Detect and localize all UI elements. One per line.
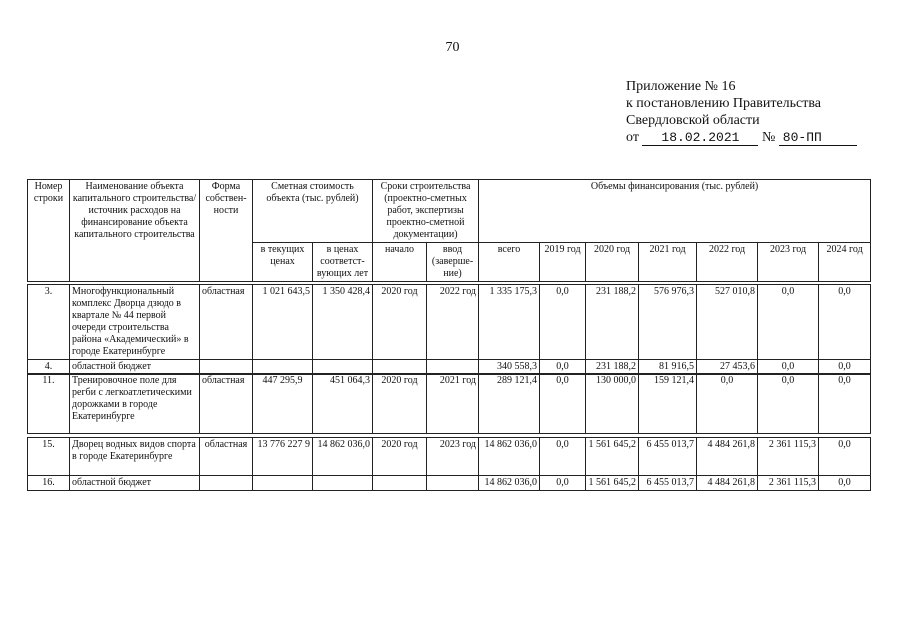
header-terms-start: начало bbox=[373, 243, 427, 282]
cell-2024: 0,0 bbox=[819, 285, 871, 360]
number-label: № bbox=[761, 130, 776, 145]
header-terms-end: ввод (заверше-ние) bbox=[427, 243, 479, 282]
header-2021: 2021 год bbox=[639, 243, 697, 282]
cell-name: областной бюджет bbox=[70, 360, 200, 375]
cell-2024: 0,0 bbox=[819, 360, 871, 375]
header-2019: 2019 год bbox=[540, 243, 586, 282]
cell-total: 340 558,3 bbox=[479, 360, 540, 375]
cell-2022: 4 484 261,8 bbox=[697, 476, 758, 491]
appendix-resolution: к постановлению Правительства bbox=[626, 96, 822, 111]
cell-name: Тренировочное поле для регби с легкоатлетическими дорожками в городе Екатеринбурге bbox=[70, 374, 200, 434]
cell-start: 2020 год bbox=[373, 438, 427, 476]
header-2020: 2020 год bbox=[586, 243, 639, 282]
cell-name: Многофункциональный комплекс Дворца дзюдо в квартале № 44 первой очереди строительства района «Академический» в городе Екатеринбурге bbox=[70, 285, 200, 360]
table-block-aquatics bbox=[27, 437, 871, 491]
header-cost-current: в текущих ценах bbox=[253, 243, 313, 282]
appendix-region: Свердловской области bbox=[626, 113, 760, 128]
cell-cost-current: 13 776 227 9 bbox=[253, 438, 313, 476]
cell-2021: 6 455 013,7 bbox=[639, 438, 697, 476]
cell-end: 2021 год bbox=[427, 374, 479, 434]
cell-cost-current: 447 295,9 bbox=[253, 374, 313, 434]
header-2024: 2024 год bbox=[819, 243, 871, 282]
cell-2020: 1 561 645,2 bbox=[586, 476, 639, 491]
cell-2024: 0,0 bbox=[819, 438, 871, 476]
cell-total: 14 862 036,0 bbox=[479, 476, 540, 491]
cell-2024: 0,0 bbox=[819, 374, 871, 434]
cell-2019: 0,0 bbox=[540, 438, 586, 476]
header-name: Наименование объекта капитального строительства/источник расходов на финансирование объекта капитального строительства bbox=[70, 180, 200, 282]
cell-cost-years: 14 862 036,0 bbox=[313, 438, 373, 476]
header-2022: 2022 год bbox=[697, 243, 758, 282]
table-header bbox=[27, 179, 871, 282]
cell-total: 14 862 036,0 bbox=[479, 438, 540, 476]
resolution-number: 80-ПП bbox=[779, 131, 857, 146]
cell-2020: 1 561 645,2 bbox=[586, 438, 639, 476]
cell-2019: 0,0 bbox=[540, 374, 586, 434]
cell-ownership: областная bbox=[200, 438, 253, 476]
cell-name: Дворец водных видов спорта в городе Екатеринбурге bbox=[70, 438, 200, 476]
cell-start: 2020 год bbox=[373, 374, 427, 434]
resolution-date: 18.02.2021 bbox=[642, 131, 758, 146]
header-funding-total: всего bbox=[479, 243, 540, 282]
cell-no: 11. bbox=[28, 374, 70, 434]
cell-start bbox=[373, 476, 427, 491]
cell-no: 16. bbox=[28, 476, 70, 491]
cell-ownership: областная bbox=[200, 285, 253, 360]
cell-name: областной бюджет bbox=[70, 476, 200, 491]
cell-ownership bbox=[200, 476, 253, 491]
header-ownership: Форма собствен-ности bbox=[200, 180, 253, 282]
cell-2023: 2 361 115,3 bbox=[758, 438, 819, 476]
table-block-rugby bbox=[27, 373, 871, 434]
page-number: 70 bbox=[445, 40, 460, 55]
cell-cost-current bbox=[253, 476, 313, 491]
cell-2021: 159 121,4 bbox=[639, 374, 697, 434]
table-row bbox=[28, 476, 871, 491]
cell-cost-current: 1 021 643,5 bbox=[253, 285, 313, 360]
appendix-title: Приложение № 16 bbox=[626, 79, 736, 94]
cell-2022: 4 484 261,8 bbox=[697, 438, 758, 476]
cell-2022: 27 453,6 bbox=[697, 360, 758, 375]
cell-2022: 527 010,8 bbox=[697, 285, 758, 360]
cell-2019: 0,0 bbox=[540, 360, 586, 375]
cell-ownership: областная bbox=[200, 374, 253, 434]
cell-2022: 0,0 bbox=[697, 374, 758, 434]
cell-cost-years bbox=[313, 476, 373, 491]
cell-end: 2022 год bbox=[427, 285, 479, 360]
cell-2024: 0,0 bbox=[819, 476, 871, 491]
cell-2019: 0,0 bbox=[540, 285, 586, 360]
cell-2023: 0,0 bbox=[758, 374, 819, 434]
cell-cost-years: 1 350 428,4 bbox=[313, 285, 373, 360]
cell-2021: 576 976,3 bbox=[639, 285, 697, 360]
header-funding: Объемы финансирования (тыс. рублей) bbox=[479, 180, 871, 243]
from-label: от bbox=[626, 130, 639, 145]
cell-no: 3. bbox=[28, 285, 70, 360]
header-cost: Сметная стоимость объекта (тыс. рублей) bbox=[253, 180, 373, 243]
cell-cost-years: 451 064,3 bbox=[313, 374, 373, 434]
cell-2023: 0,0 bbox=[758, 360, 819, 375]
appendix-block bbox=[626, 78, 857, 146]
cell-total: 1 335 175,3 bbox=[479, 285, 540, 360]
cell-2020: 231 188,2 bbox=[586, 360, 639, 375]
cell-start: 2020 год bbox=[373, 285, 427, 360]
cell-total: 289 121,4 bbox=[479, 374, 540, 434]
cell-2023: 0,0 bbox=[758, 285, 819, 360]
cell-2019: 0,0 bbox=[540, 476, 586, 491]
table-block-judo bbox=[27, 284, 871, 375]
cell-2020: 130 000,0 bbox=[586, 374, 639, 434]
cell-no: 4. bbox=[28, 360, 70, 375]
cell-2020: 231 188,2 bbox=[586, 285, 639, 360]
table-row bbox=[28, 438, 871, 476]
header-2023: 2023 год bbox=[758, 243, 819, 282]
header-cost-years: в ценах соответст-вующих лет bbox=[313, 243, 373, 282]
cell-2021: 6 455 013,7 bbox=[639, 476, 697, 491]
cell-end: 2023 год bbox=[427, 438, 479, 476]
cell-2023: 2 361 115,3 bbox=[758, 476, 819, 491]
cell-2021: 81 916,5 bbox=[639, 360, 697, 375]
table-row bbox=[28, 285, 871, 360]
header-row-no: Номер строки bbox=[28, 180, 70, 282]
cell-no: 15. bbox=[28, 438, 70, 476]
header-terms: Сроки строительства (проектно-сметных работ, экспертизы проектно-сметной документации) bbox=[373, 180, 479, 243]
cell-end bbox=[427, 476, 479, 491]
table-row bbox=[28, 374, 871, 434]
appendix-date-number bbox=[626, 129, 857, 146]
